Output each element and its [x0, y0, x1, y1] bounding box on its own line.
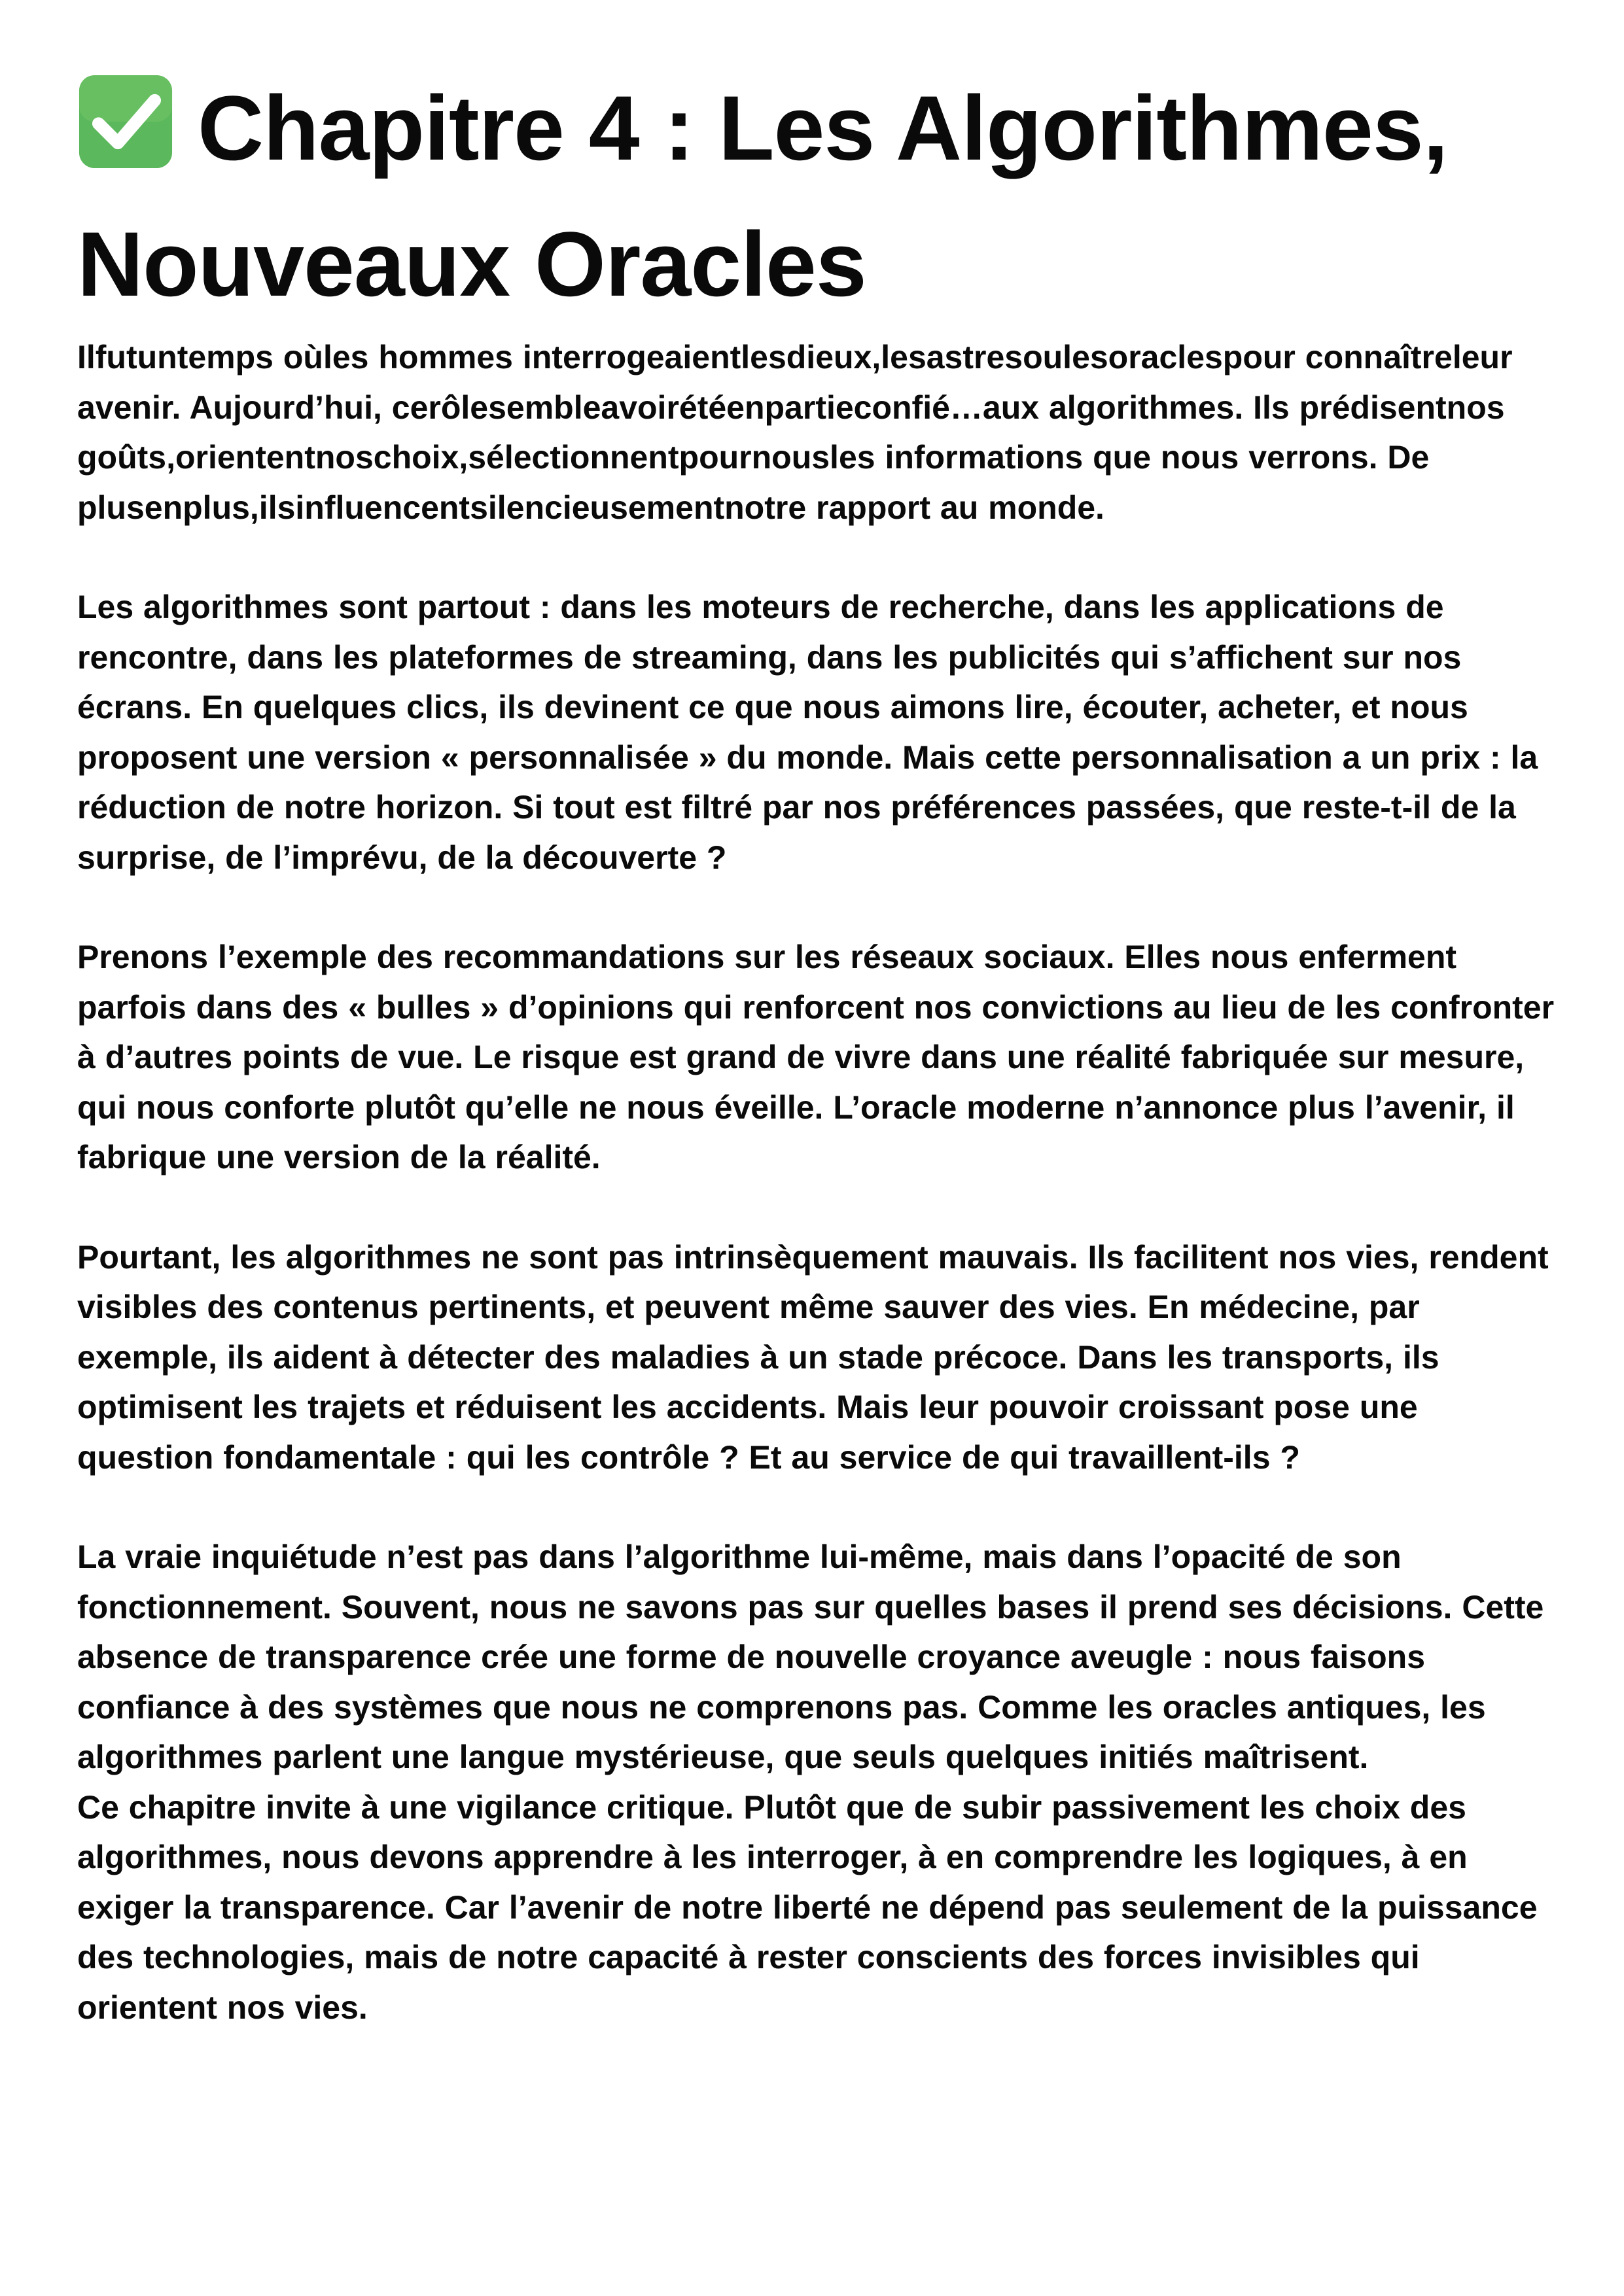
paragraph-2: Les algorithmes sont partout : dans les moteurs de recherche, dans les applications de rencontre, dans les plateformes de streaming, dans les publicités qui s’affichent sur nos écrans. En quelques clics, ils devinent ce que nous aimons lire, écouter, acheter, et nous proposent une version « personnalisée » du monde. Mais cette personnalisation a un prix : la réduction de notre horizon. Si tout est filtré par nos préférences passées, que reste-t-il de la surprise, de l’imprévu, de la découverte ? [77, 589, 1538, 876]
chapter-title-text: Chapitre 4 : Les Algorithmes, Nouveaux Oracles [77, 77, 1448, 315]
page [77, 60, 1556, 2032]
paragraph-1: Ilfutuntemps oùles hommes interrogeaientlesdieux,lesastresoulesoraclespour connaîtreleur avenir. Aujourd’hui, cerôlesembleavoirétéenpartieconfié…aux algorithmes. Ils prédisentnos goûts,orientent​noschoix,sélectionnentpournousles informations que nous verrons. De plusenplus,ilsinfluencentsilencieusementnotre rapport au monde. [77, 339, 1513, 526]
paragraph-4: Pourtant, les algorithmes ne sont pas intrinsèquement mauvais. Ils facilitent nos vies, rendent visibles des contenus pertinents, et peuvent même sauver des vies. En médecine, par exemple, ils aident à détecter des maladies à un stade précoce. Dans les transports, ils optimisent les trajets et réduisent les accidents. Mais leur pouvoir croissant pose une question fondamentale : qui les contrôle ? Et au service de qui travaillent-ils ? [77, 1238, 1549, 1476]
chapter-body [77, 332, 1556, 2032]
paragraph-6: Ce chapitre invite à une vigilance critique. Plutôt que de subir passivement les choix des algorithmes, nous devons apprendre à les interroger, à en comprendre les logiques, à en exiger la transparence. Car l’avenir de notre liberté ne dépend pas seulement de la puissance des technologies, mais de notre capacité à rester conscients des forces invisibles qui orientent nos vies. [77, 1788, 1538, 2026]
paragraph-3: Prenons l’exemple des recommandations sur les réseaux sociaux. Elles nous enferment parfois dans des « bulles » d’opinions qui renforcent nos convictions au lieu de les confronter à d’autres points de vue. Le risque est grand de vivre dans une réalité fabriquée sur mesure, qui nous conforte plutôt qu’elle ne nous éveille. L’oracle moderne n’annonce plus l’avenir, il fabrique une version de la réalité. [77, 939, 1555, 1175]
check-mark-button-icon [77, 73, 174, 170]
paragraph-5: La vraie inquiétude n’est pas dans l’algorithme lui-même, mais dans l’opacité de son fonctionnement. Souvent, nous ne savons pas sur quelles bases il prend ses décisions. Cette absence de transparence crée une forme de nouvelle croyance aveugle : nous faisons confiance à des systèmes que nous ne comprenons pas. Comme les oracles antiques, les algorithmes parlent une langue mystérieuse, que seuls quelques initiés maîtrisent. [77, 1539, 1544, 1775]
chapter-title [77, 60, 1556, 332]
